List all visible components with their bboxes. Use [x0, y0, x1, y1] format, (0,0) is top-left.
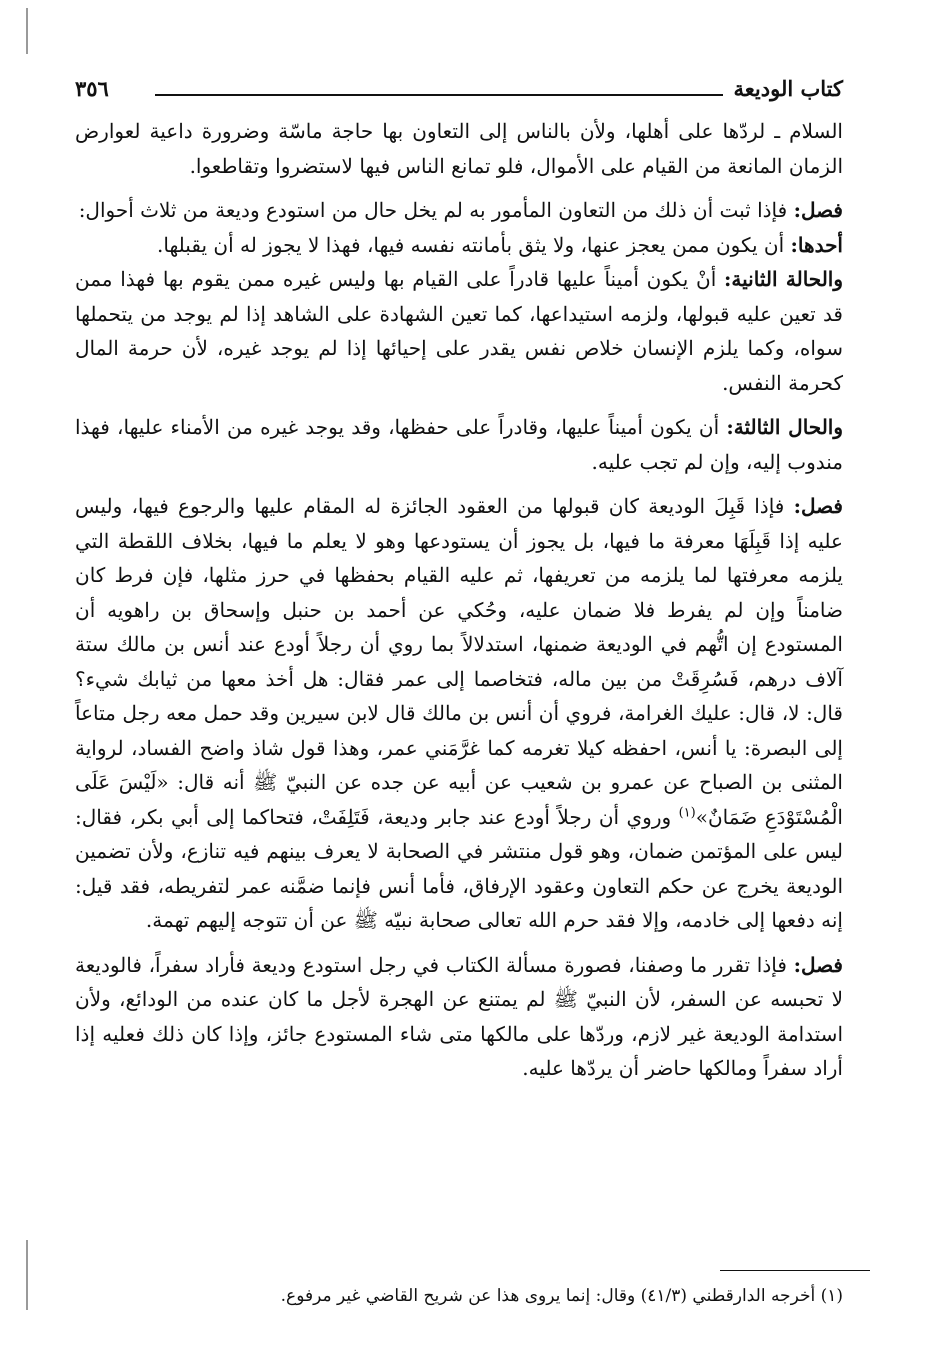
paragraph-6 [75, 489, 843, 938]
section-label: فصل: [793, 494, 843, 518]
section-label: والحالة الثانية: [724, 267, 844, 291]
paragraph-7 [75, 948, 843, 1086]
paragraph-1 [75, 114, 843, 183]
page-number: ٣٥٦ [75, 76, 109, 101]
paragraph-text: السلام ـ لردّها على أهلها، ولأن بالناس إلى التعاون بها حاجة ماسّة وضرورة داعية لعوارض الزمان المانعة من القيام على الأموال، فلو تمانع الناس فيها لاستضروا وتقاطعوا. [75, 119, 843, 178]
paragraph-text: أن يكون أميناً عليها، وقادراً على حفظها، وقد يوجد غيره من الأمناء عليها، فهذا مندوب إليه، وإن لم تجب عليه. [75, 415, 843, 474]
paragraph-text: فإذا تقرر ما وصفنا، فصورة مسألة الكتاب في رجل استودع وديعة فأراد سفراً، فالوديعة لا تحبسه عن السفر، لأن النبيّ ﷺ لم يمتنع عن الهجرة لأجل ما كان عنده من الودائع، ولأن استدامة الوديعة غير لازم، وردّها على مالكها متى شاء المستودع جائز، وإذا كان ذلك فعليه إذا أراد سفراً ومالكها حاضر أن يردّها عليه. [75, 952, 843, 1080]
footnote: (١) أخرجه الدارقطني (٤١/٣) وقال: إنما يروى هذا عن شريح القاضي غير مرفوع. [280, 1286, 843, 1306]
section-label: فصل: [793, 198, 843, 222]
running-header [75, 70, 843, 114]
page-edge-line-bottom [26, 1240, 28, 1310]
paragraph-3 [75, 228, 843, 263]
paragraph-text: أن يكون ممن يعجز عنها، ولا يثق بأمانته نفسه فيها، فهذا لا يجوز له أن يقبلها. [157, 232, 785, 257]
paragraph-2 [75, 193, 843, 228]
paragraph-4 [75, 262, 843, 400]
header-rule [155, 94, 723, 96]
header-title: كتاب الوديعة [733, 76, 843, 101]
paragraph-5 [75, 410, 843, 479]
paragraph-text: فإذا ثبت أن ذلك من التعاون المأمور به لم يخل حال من استودع وديعة من ثلاث أحوال: [78, 198, 788, 222]
section-label: فصل: [793, 952, 843, 977]
page-edge-line-top [26, 8, 28, 54]
section-label: والحال الثالثة: [726, 415, 844, 439]
section-label: أحدها: [790, 232, 843, 257]
main-text [75, 114, 843, 1086]
footnote-rule [720, 1270, 870, 1271]
footnote-marker: (١) [678, 804, 696, 820]
page-body [75, 70, 843, 1086]
paragraph-text: أنْ يكون أميناً عليها قادراً على القيام بها وليس غيره ممن يقوم بها فهذا ممن قد تعين عليه قبولها، ولزمه استيداعها، كما تعين الشهادة على الشاهد إذا لم يوجد من يتحملها سواه، وكما يلزم الإنسان خلاص نفس يقدر على إحيائها إذا لم يوجد غيره، لأن حرمة المال كحرمة النفس. [75, 267, 843, 395]
paragraph-text-continued: وروي أن رجلاً أودع عند جابر وديعة، فَتَلِفَتْ، فتحاكما إلى أبي بكر، فقال: ليس على المؤتمن ضمان، وهو قول منتشر في الصحابة لا يعرف بينهم فيه تنازع، ولأن تضمين الوديعة يخرج عن حكم التعاون وعقود الإرفاق، فأما أنس فإنما ضمَّنه عمر لتفريطه، فقد قيل: إنه دفعها إلى خادمه، وإلا فقد حرم الله تعالى صحابة نبيّه ﷺ عن أن تتوجه إليهم تهمة. [75, 804, 843, 932]
paragraph-text: فإذا قَبِلَ الوديعة كان قبولها من العقود الجائزة له المقام عليها والرجوع فيها، وليس عليه إذا قَبِلَهَا معرفة ما فيها، بل يجوز أن يستودعها وهو لا يعلم ما فيها، بخلاف اللقطة التي يلزمه معرفتها لما يلزمه من تعريفها، ثم عليه القيام بحفظها في حرز مثلها، فإن فرط كان ضامناً وإن لم يفرط فلا ضمان عليه، وحُكي عن أحمد بن حنبل وإسحاق بن راهويه أن المستودع إن اتُّهم في الوديعة ضمنها، استدلالاً بما روي أن رجلاً أودع عند أنس بن مالك ستة آلاف درهم، فَسُرِقَتْ من بين ماله، فتخاصما إلى عمر فقال: هل أخذ معها من ثيابك شيء؟ قال: لا، قال: عليك الغرامة، فروي أن أنس بن مالك قال لابن سيرين وقد حمل معه رجل متاعاً إلى البصرة: يا أنس، احفظه كيلا تغرمه كما غرَّمَني عمر، وهذا قول شاذ واضح الفساد، لرواية المثنى بن الصباح عن عمرو بن شعيب عن أبيه عن جده عن النبيّ ﷺ أنه قال: «لَيْسَ عَلَى الْمُسْتَوْدَعِ ضَمَانٌ» [75, 494, 844, 829]
